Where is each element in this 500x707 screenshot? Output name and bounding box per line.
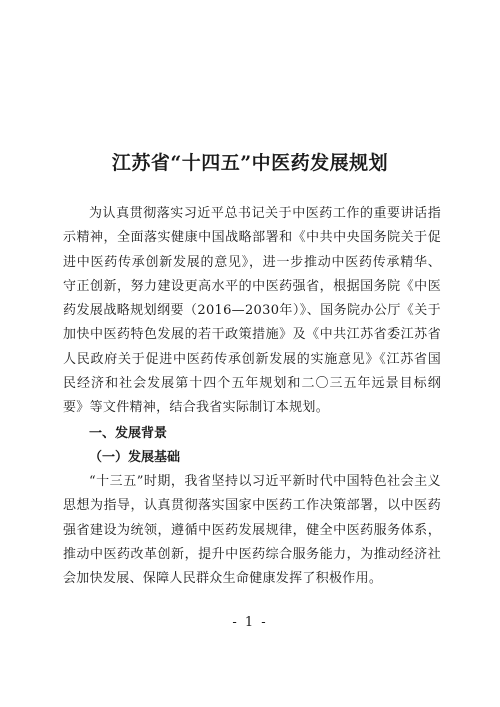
subsection-paragraph: “十三五”时期，我省坚持以习近平新时代中国特色社会主义思想为指导，认真贯彻落实国家中医药工作决策部署，以中医药强省建设为统领，遵循中医药发展规律，健全中医药服务体系，推动中医药改革创新，提升中医药综合服务能力，为推动经济社会加快发展、保障人民群众生命健康发挥了积极作用。 — [63, 474, 441, 587]
subsection-heading: （一）发展基础 — [89, 450, 181, 465]
page-number: - 1 - — [232, 615, 268, 630]
document-title: 江苏省“十四五”中医药发展规划 — [111, 152, 389, 174]
intro-paragraph: 为认真贯彻落实习近平总书记关于中医药工作的重要讲话指示精神，全面落实健康中国战略部署和《中共中央国务院关于促进中医药传承创新发展的意见》，进一步推动中医药传承精华、守正创新，努力建设更高水平的中医药强省，根据国务院《中医药发展战略规划纲要（2016—2030年）》、国务院办公厅《关于加快中医药特色发展的若干政策措施》及《中共江苏省委江苏省人民政府关于促进中医药传承创新发展的实施意见》《江苏省国民经济和社会发展第十四个五年规划和二〇三五年远景目标纲要》等文件精神，结合我省实际制订本规划。 — [63, 206, 441, 416]
section-heading: 一、发展背景 — [89, 426, 168, 441]
